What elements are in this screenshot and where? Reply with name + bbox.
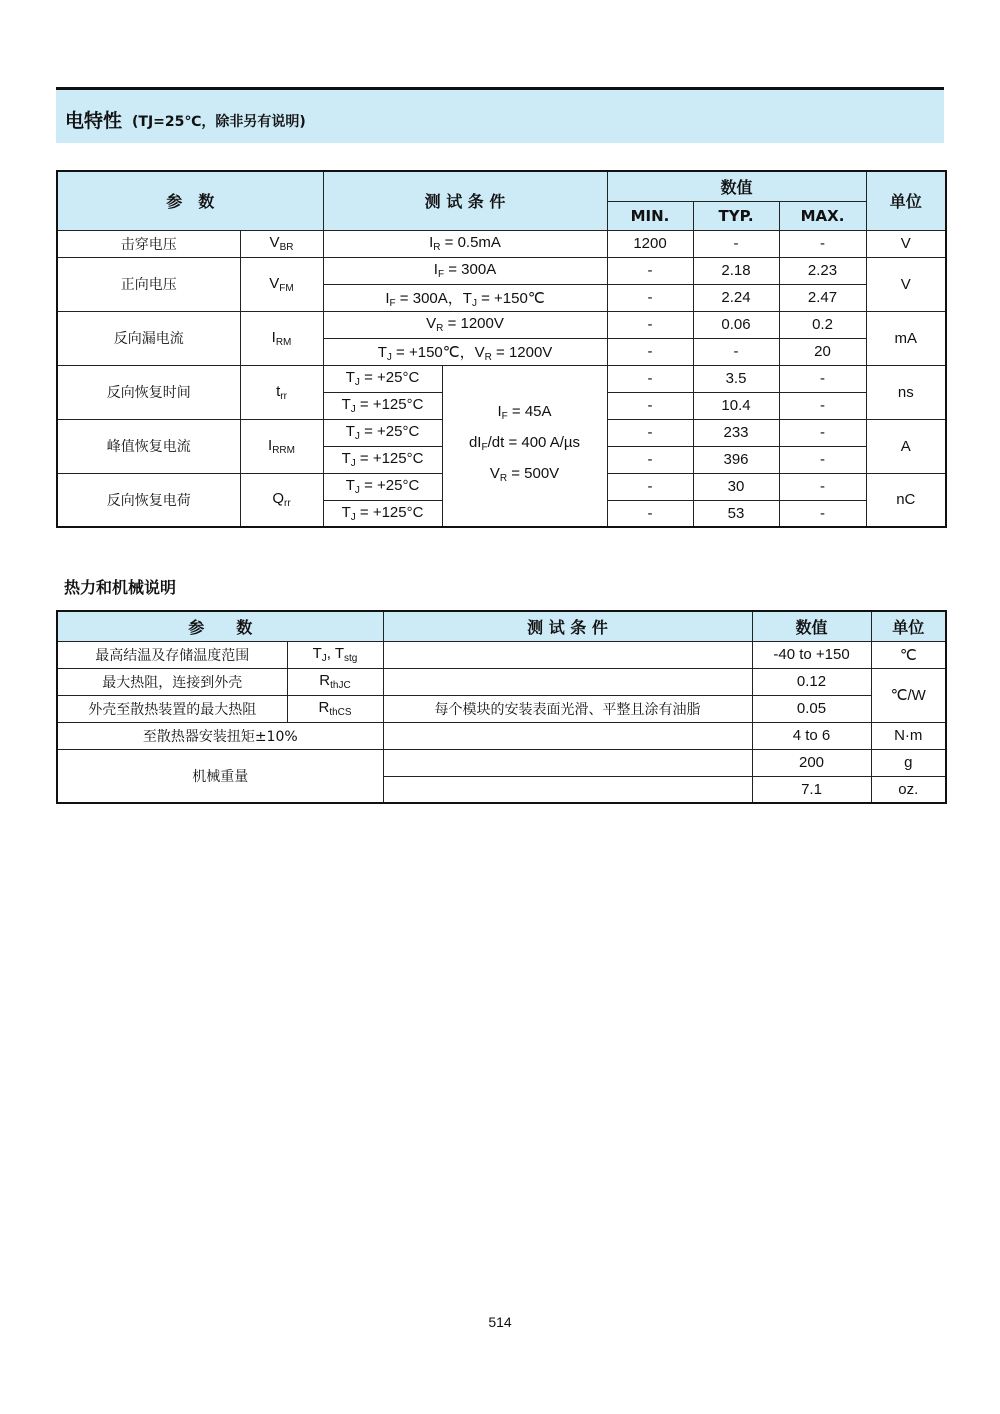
param-symbol: $V_{BR}$	[240, 230, 323, 257]
value: -40 to +150	[752, 641, 871, 668]
param-name: 最高结温及存储温度范围	[57, 641, 287, 668]
test-condition: 每个模块的安装表面光滑、平整且涂有油脂	[383, 695, 752, 722]
value-max: -	[779, 500, 866, 527]
value-max: 20	[779, 338, 866, 365]
unit: A	[866, 419, 946, 473]
value-min: -	[607, 284, 693, 311]
value-max: -	[779, 446, 866, 473]
thermal-section-title: 热力和机械说明	[64, 578, 177, 597]
param-symbol: $V_{FM}$	[240, 257, 323, 311]
thermal-mechanical-table	[56, 610, 947, 804]
param-symbol: $I_{RM}$	[240, 311, 323, 365]
value-max: 0.2	[779, 311, 866, 338]
test-condition	[383, 776, 752, 803]
section-subtitle: (TJ=25℃，除非另有说明)	[132, 114, 306, 130]
table-row	[57, 749, 946, 776]
table-row	[57, 257, 946, 284]
value-typ: 233	[693, 419, 779, 446]
param-name: 机械重量	[57, 749, 383, 803]
header-test-condition: 测 试 条 件	[323, 171, 607, 230]
value-typ: 30	[693, 473, 779, 500]
param-symbol: $t_{rr}$	[240, 365, 323, 419]
value-min: -	[607, 500, 693, 527]
value-min: -	[607, 392, 693, 419]
header-min: MIN.	[607, 201, 693, 230]
section-title: 电特性	[65, 110, 123, 132]
unit: N·m	[871, 722, 946, 749]
value-min: -	[607, 473, 693, 500]
value-max: -	[779, 419, 866, 446]
value-max: -	[779, 365, 866, 392]
header-value: 数值	[752, 611, 871, 641]
param-symbol: $R_{thJC}$	[287, 668, 383, 695]
value-min: -	[607, 365, 693, 392]
test-condition-tj: $T_J = +25^\circ C$	[323, 473, 442, 500]
value-typ: 10.4	[693, 392, 779, 419]
test-condition: $T_J$ = +150℃，$V_R = 1200V$	[323, 338, 607, 365]
header-unit: 单位	[871, 611, 946, 641]
value-max: -	[779, 473, 866, 500]
table-row	[57, 641, 946, 668]
value-typ: 3.5	[693, 365, 779, 392]
test-condition: $I_F = 300A$，$T_J$ = +150℃	[323, 284, 607, 311]
table-row	[57, 722, 946, 749]
header-parameter: 参 数	[57, 171, 323, 230]
test-condition	[383, 722, 752, 749]
value-typ: 396	[693, 446, 779, 473]
value-min: -	[607, 338, 693, 365]
value: 7.1	[752, 776, 871, 803]
unit: ns	[866, 365, 946, 419]
value-max: 2.47	[779, 284, 866, 311]
value-typ: 53	[693, 500, 779, 527]
param-name: 至散热器安装扭矩±10%	[57, 722, 383, 749]
table-row	[57, 311, 946, 338]
value: 0.12	[752, 668, 871, 695]
value-max: -	[779, 392, 866, 419]
param-symbol: $R_{thCS}$	[287, 695, 383, 722]
param-name: 正向电压	[57, 257, 240, 311]
value-typ: 2.24	[693, 284, 779, 311]
test-condition	[383, 749, 752, 776]
table-row	[57, 230, 946, 257]
header-value: 数值	[607, 171, 866, 201]
unit: oz.	[871, 776, 946, 803]
param-name: 峰值恢复电流	[57, 419, 240, 473]
value-typ: 0.06	[693, 311, 779, 338]
test-condition-tj: $T_J = +25^\circ C$	[323, 419, 442, 446]
value-typ: 2.18	[693, 257, 779, 284]
test-condition-tj: $T_J = +125^\circ C$	[323, 446, 442, 473]
test-condition	[383, 668, 752, 695]
section-banner	[56, 87, 944, 143]
header-max: MAX.	[779, 201, 866, 230]
header-parameter: 参 数	[57, 611, 383, 641]
value-max: 2.23	[779, 257, 866, 284]
test-condition: $I_R = 0.5mA$	[323, 230, 607, 257]
param-symbol: $Q_{rr}$	[240, 473, 323, 527]
common-test-condition: $I_F = 45A$ $dI_F/dt = 400$ A/µs $V_R = 500V$	[442, 365, 607, 527]
unit: V	[866, 230, 946, 257]
param-symbol: $I_{RRM}$	[240, 419, 323, 473]
param-name: 外壳至散热装置的最大热阻	[57, 695, 287, 722]
electrical-characteristics-table	[56, 170, 947, 528]
value-min: 1200	[607, 230, 693, 257]
value: 0.05	[752, 695, 871, 722]
test-condition	[383, 641, 752, 668]
test-condition: $V_R = 1200V$	[323, 311, 607, 338]
param-name: 最大热阻，连接到外壳	[57, 668, 287, 695]
header-unit: 单位	[866, 171, 946, 230]
value: 200	[752, 749, 871, 776]
table-row	[57, 695, 946, 722]
unit: ℃	[871, 641, 946, 668]
unit: g	[871, 749, 946, 776]
param-name: 击穿电压	[57, 230, 240, 257]
value: 4 to 6	[752, 722, 871, 749]
param-name: 反向恢复电荷	[57, 473, 240, 527]
test-condition: $I_F = 300A$	[323, 257, 607, 284]
value-typ: -	[693, 230, 779, 257]
unit: V	[866, 257, 946, 311]
test-condition-tj: $T_J = +125^\circ C$	[323, 392, 442, 419]
value-min: -	[607, 419, 693, 446]
value-min: -	[607, 311, 693, 338]
value-min: -	[607, 446, 693, 473]
page-number: 514	[488, 1314, 512, 1330]
header-typ: TYP.	[693, 201, 779, 230]
unit: ℃/W	[871, 668, 946, 722]
param-name: 反向漏电流	[57, 311, 240, 365]
header-test-condition: 测 试 条 件	[383, 611, 752, 641]
value-min: -	[607, 257, 693, 284]
param-name: 反向恢复时间	[57, 365, 240, 419]
table-row	[57, 365, 946, 392]
value-typ: -	[693, 338, 779, 365]
param-symbol: $T_J$, $T_{stg}$	[287, 641, 383, 668]
table-row	[57, 668, 946, 695]
unit: nC	[866, 473, 946, 527]
value-max: -	[779, 230, 866, 257]
unit: mA	[866, 311, 946, 365]
test-condition-tj: $T_J = +125^\circ C$	[323, 500, 442, 527]
test-condition-tj: $T_J = +25^\circ C$	[323, 365, 442, 392]
